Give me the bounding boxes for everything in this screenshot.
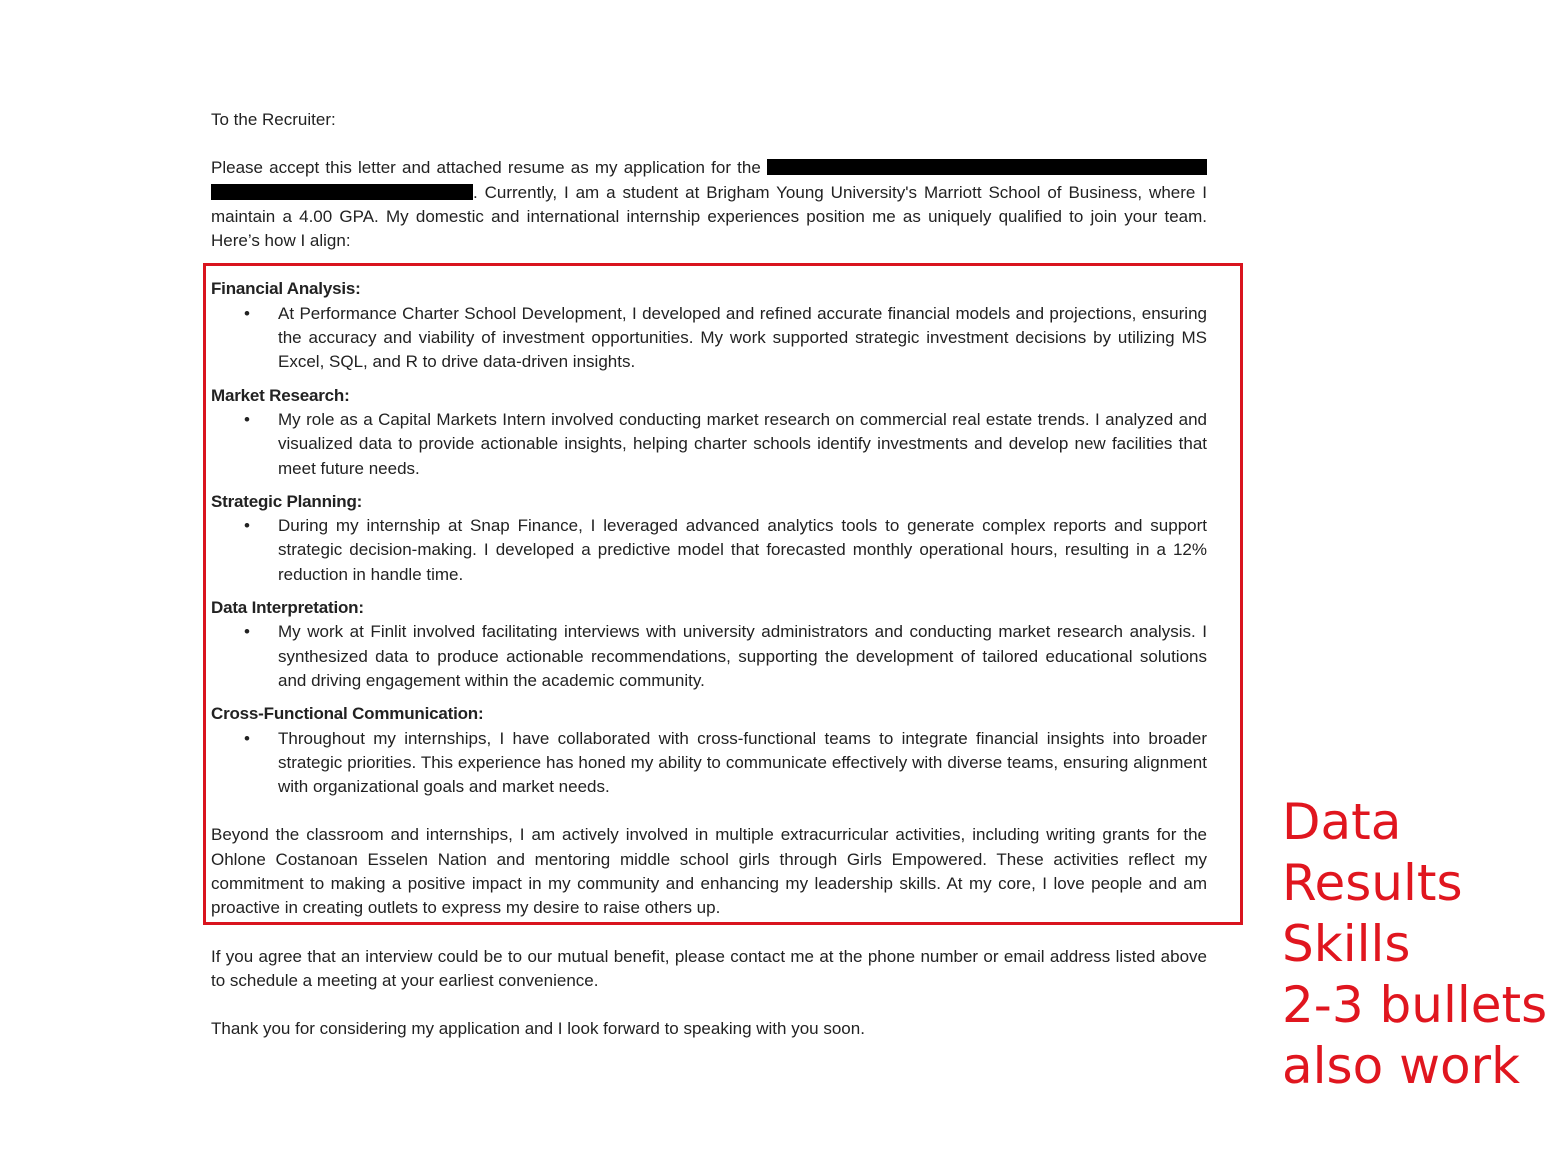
section-heading: Financial Analysis: <box>211 279 361 299</box>
redaction-bar <box>767 159 1207 175</box>
bullet-icon: • <box>244 516 250 536</box>
section-heading: Cross-Functional Communication: <box>211 704 484 724</box>
bullet-icon: • <box>244 409 250 429</box>
highlight-box <box>203 263 1243 925</box>
redaction-bar <box>211 184 473 200</box>
annotation-notes <box>1282 792 1552 1097</box>
annotation-line: 2-3 bullets <box>1282 976 1548 1034</box>
bullet-icon: • <box>244 303 250 323</box>
bullet-text: Throughout my internships, I have collaborated with cross-functional teams to integrate financial insights into broader strategic priorities. This experience has honed my ability to communicate effectively with diverse teams, ensuring alignment with organizational goals and market needs. <box>278 728 1207 797</box>
intro-paragraph <box>211 156 1207 253</box>
extracurricular-paragraph: Beyond the classroom and internships, I am actively involved in multiple extracurricular activities, including writing grants for the Ohlone Costanoan Esselen Nation and mentoring middle school girls through Girls Empowered. These activities reflect my commitment to making a positive impact in my community and enhancing my leadership skills. At my core, I love people and am proactive in creating outlets to express my desire to raise others up. <box>211 825 1207 918</box>
bullet-text: During my internship at Snap Finance, I leveraged advanced analytics tools to generate complex reports and support strategic decision-making. I developed a predictive model that forecasted monthly operational hours, resulting in a 12% reduction in handle time. <box>278 516 1207 584</box>
annotation-line: Skills <box>1282 915 1411 973</box>
thanks-paragraph: Thank you for considering my application and I look forward to speaking with you soon. <box>211 1019 865 1039</box>
annotation-line: Data <box>1282 793 1402 851</box>
intro-text-end: . Currently, I am a student at Brigham Young University's Marriott School of Business, where I maintain a 4.00 GPA. My domestic and international internship experiences position me as uniquely qualified to join your team. Here’s how I align: <box>211 182 1207 251</box>
closing-paragraph: If you agree that an interview could be to our mutual benefit, please contact me at the phone number or email address listed above to schedule a meeting at your earliest convenience. <box>211 946 1207 990</box>
annotation-line: also work <box>1282 1037 1521 1095</box>
intro-text-start: Please accept this letter and attached resume as my application for the <box>211 158 761 178</box>
bullet-text: My work at Finlit involved facilitating interviews with university administrators and conducting market research analysis. I synthesized data to produce actionable recommendations, supporting the development of tailored educational solutions and driving engagement within the academic community. <box>278 622 1207 690</box>
bullet-icon: • <box>244 728 250 748</box>
annotation-line: Results <box>1282 854 1463 912</box>
bullet-text: At Performance Charter School Development, I developed and refined accurate financial models and projections, ensuring the accuracy and viability of investment opportunities. My work supported strategic investment decisions by utilizing MS Excel, SQL, and R to drive data-driven insights. <box>278 303 1207 372</box>
bullet-text: My role as a Capital Markets Intern involved conducting market research on commercial real estate trends. I analyzed and visualized data to provide actionable insights, helping charter schools identify investments and develop new facilities that meet future needs. <box>278 409 1207 478</box>
bullet-icon: • <box>244 622 250 642</box>
section-heading: Strategic Planning: <box>211 491 363 511</box>
section-heading: Market Research: <box>211 385 350 405</box>
greeting: To the Recruiter: <box>211 110 336 129</box>
section-heading: Data Interpretation: <box>211 598 364 618</box>
